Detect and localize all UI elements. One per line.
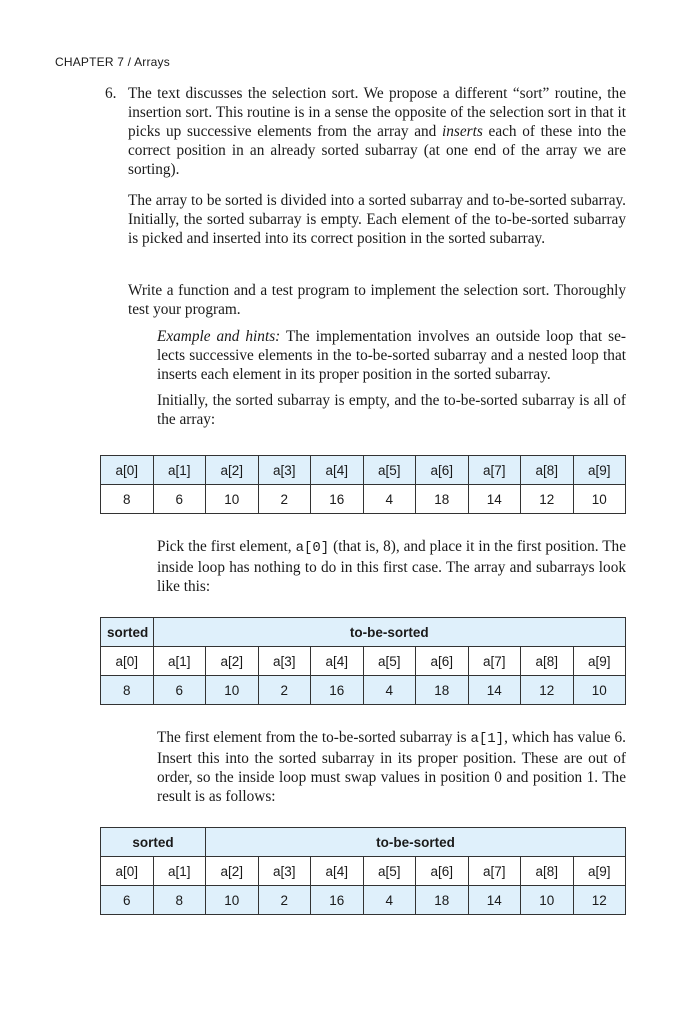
index-row [101, 857, 626, 886]
value-cell: 2 [258, 886, 311, 915]
index-cell: a[9] [573, 456, 626, 485]
initial-paragraph: Initially, the sorted subarray is empty, and the to-be-sorted subarray is all of the array: [157, 392, 626, 428]
index-cell: a[4] [311, 857, 364, 886]
index-cell: a[5] [363, 647, 416, 676]
to-be-sorted-header: to-be-sorted [206, 828, 626, 857]
index-cell: a[1] [153, 857, 206, 886]
index-cell: a[8] [521, 647, 574, 676]
index-cell: a[0] [101, 456, 154, 485]
value-cell: 12 [521, 676, 574, 705]
value-row [101, 485, 626, 514]
value-cell: 6 [101, 886, 154, 915]
hint-paragraph [157, 327, 626, 384]
index-cell: a[9] [573, 647, 626, 676]
exercise-paragraph-1 [105, 84, 626, 179]
emphasis: inserts [442, 123, 483, 140]
value-cell: 14 [468, 485, 521, 514]
running-header: CHAPTER 7 / Arrays [55, 55, 170, 69]
value-cell: 10 [573, 485, 626, 514]
index-cell: a[6] [416, 857, 469, 886]
index-cell: a[3] [258, 857, 311, 886]
index-cell: a[6] [416, 456, 469, 485]
value-cell: 18 [416, 886, 469, 915]
step2-paragraph [157, 728, 626, 806]
array-table-step2 [100, 827, 626, 915]
text: The text discusses the selection sort. We propose a different “sort” routine, the insertion sort. This routine is in a sense the opposite of the selection sort in that it picks up successive elements from the array and [128, 85, 626, 140]
index-cell: a[2] [206, 456, 259, 485]
exercise-paragraph-3: Write a function and a test program to implement the selection sort. Thoroughly test your program. [128, 282, 626, 318]
value-cell: 18 [416, 676, 469, 705]
value-cell: 18 [416, 485, 469, 514]
value-cell: 16 [311, 485, 364, 514]
index-cell: a[7] [468, 857, 521, 886]
index-cell: a[4] [311, 456, 364, 485]
index-cell: a[7] [468, 456, 521, 485]
text: Pick the first element, [157, 538, 296, 555]
value-cell: 2 [258, 676, 311, 705]
array-table-initial [100, 455, 626, 514]
value-cell: 10 [206, 485, 259, 514]
value-cell: 16 [311, 676, 364, 705]
value-cell: 8 [101, 676, 154, 705]
index-cell: a[8] [521, 857, 574, 886]
exercise-number: 6. [105, 85, 117, 102]
value-cell: 12 [573, 886, 626, 915]
value-cell: 14 [468, 676, 521, 705]
index-cell: a[3] [258, 647, 311, 676]
text: , which has value 6. Insert this into the sorted subarray in its proper position. These are out of order, so the inside loop must swap values in position 0 and position 1. The result is as follows: [157, 729, 626, 805]
index-cell: a[2] [206, 857, 259, 886]
array-table-step1 [100, 617, 626, 705]
index-cell: a[1] [153, 456, 206, 485]
index-cell: a[5] [363, 456, 416, 485]
index-cell: a[6] [416, 647, 469, 676]
value-cell: 6 [153, 485, 206, 514]
code: a[1] [470, 731, 505, 747]
text: The first element from the to-be-sorted subarray is [157, 729, 471, 746]
text: (that is, 8), and place it in the first position. The inside loop has nothing to do in this first case. The array and subarrays look like this: [157, 538, 626, 595]
code: a[0] [295, 540, 330, 556]
index-cell: a[4] [311, 647, 364, 676]
value-cell: 4 [363, 676, 416, 705]
step1-paragraph [157, 537, 626, 596]
value-cell: 16 [311, 886, 364, 915]
index-row [101, 647, 626, 676]
text: each of these into the correct position in an already sorted subarray (at one end of the array we are sorting). [128, 123, 626, 178]
exercise-paragraph-2: The array to be sorted is divided into a sorted subarray and to-be-sorted subarray. Initially, the sorted subarray is empty. Each element of the to-be-sorted subarray is picked and inserted into its correct position in the sorted subarray. [128, 192, 626, 247]
to-be-sorted-header: to-be-sorted [153, 618, 626, 647]
index-cell: a[9] [573, 857, 626, 886]
index-cell: a[5] [363, 857, 416, 886]
value-cell: 2 [258, 485, 311, 514]
text: The implementation involves an outside loop that selects successive elements in the to-be-sorted subarray and a nested loop that inserts each element in its proper position in the sorted subarray. [157, 328, 626, 383]
index-cell: a[7] [468, 647, 521, 676]
index-cell: a[1] [153, 647, 206, 676]
index-row [101, 456, 626, 485]
hint-label: Example and hints: [157, 328, 281, 345]
value-row [101, 676, 626, 705]
sorted-header: sorted [101, 828, 206, 857]
value-cell: 8 [153, 886, 206, 915]
value-cell: 10 [573, 676, 626, 705]
index-cell: a[0] [101, 647, 154, 676]
index-cell: a[8] [521, 456, 574, 485]
value-cell: 10 [521, 886, 574, 915]
index-cell: a[0] [101, 857, 154, 886]
value-row [101, 886, 626, 915]
value-cell: 10 [206, 886, 259, 915]
value-cell: 10 [206, 676, 259, 705]
value-cell: 6 [153, 676, 206, 705]
index-cell: a[2] [206, 647, 259, 676]
sorted-header: sorted [101, 618, 154, 647]
value-cell: 8 [101, 485, 154, 514]
value-cell: 12 [521, 485, 574, 514]
value-cell: 4 [363, 886, 416, 915]
value-cell: 14 [468, 886, 521, 915]
index-cell: a[3] [258, 456, 311, 485]
value-cell: 4 [363, 485, 416, 514]
